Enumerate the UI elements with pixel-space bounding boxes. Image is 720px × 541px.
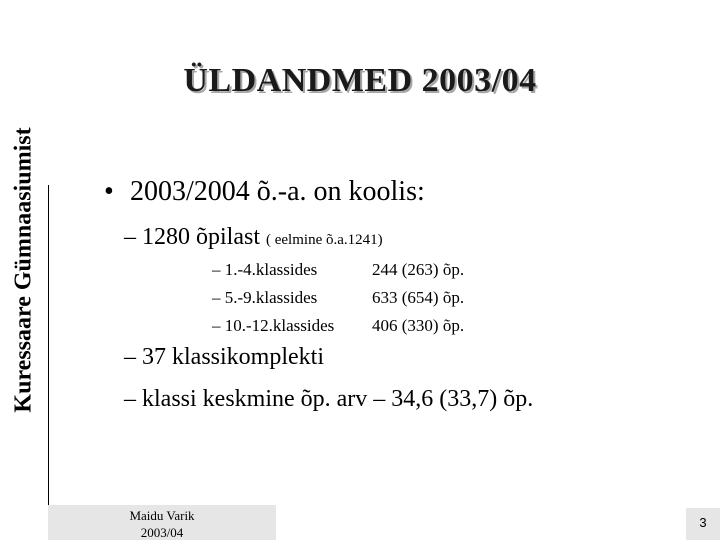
slide-title: ÜLDANDMED 2003/04	[183, 62, 537, 99]
footer-year: 2003/04	[140, 525, 184, 540]
breakdown-label: – 1.-4.klassides	[212, 260, 318, 279]
page-number: 3	[686, 508, 720, 540]
breakdown-label: – 5.-9.klassides	[212, 288, 318, 307]
student-count-text: – 1280 õpilast	[124, 224, 260, 250]
bullet-class-sets: – 37 klassikomplekti	[124, 344, 324, 370]
breakdown-value: 244 (263) õp.	[372, 260, 465, 279]
side-divider	[48, 185, 49, 540]
breakdown-label: – 10.-12.klassides	[212, 316, 335, 335]
breakdown-value: 406 (330) õp.	[372, 316, 465, 335]
footer	[48, 507, 276, 541]
bullet-dot: •	[104, 176, 114, 207]
bullet-level1-text: 2003/2004 õ.-a. on koolis:	[130, 176, 425, 207]
side-title-text: Kuressaare Gümnaasiumist	[10, 127, 37, 413]
breakdown-value: 633 (654) õp.	[372, 288, 465, 307]
bullet-student-count	[124, 224, 383, 251]
bullet-class-average: – klassi keskmine õp. arv – 34,6 (33,7) õp.	[124, 386, 534, 412]
footer-author: Maidu Varik	[129, 508, 195, 523]
student-count-note: ( eelmine õ.a.1241)	[266, 232, 383, 248]
